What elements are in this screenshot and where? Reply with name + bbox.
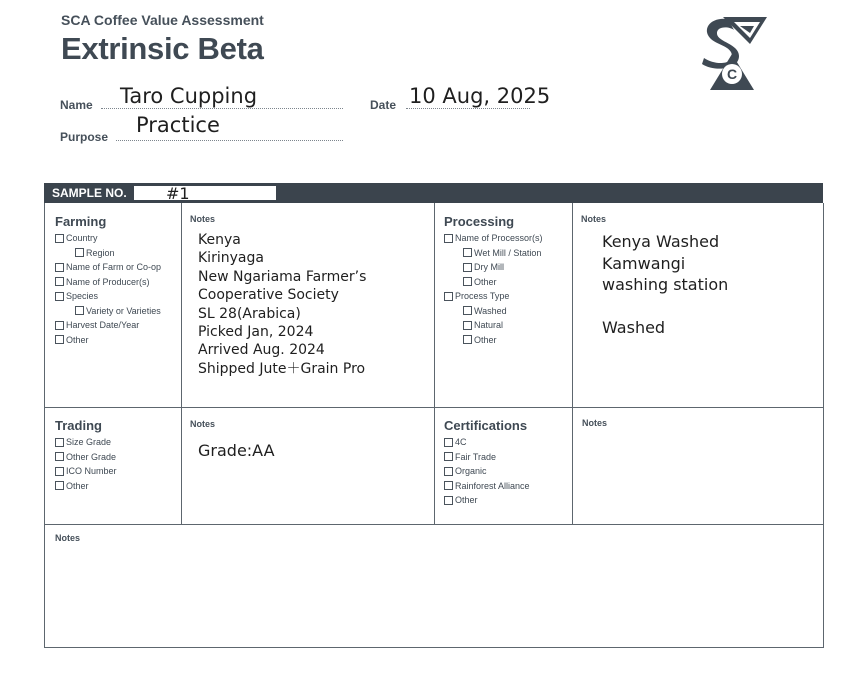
checkbox[interactable] [55, 234, 64, 243]
checkbox[interactable] [55, 438, 64, 447]
farming-note-line: Kenya [198, 232, 241, 248]
checkbox[interactable] [75, 306, 84, 315]
certifications-title: Certifications [444, 418, 528, 433]
name-value: Taro Cupping [120, 84, 258, 108]
certifications-notes-area[interactable] [578, 432, 818, 520]
checkbox[interactable] [55, 481, 64, 490]
checkbox[interactable] [444, 452, 453, 461]
trading-option-other[interactable]: Other [55, 479, 117, 494]
checkbox[interactable] [75, 248, 84, 257]
processing-option-natural[interactable]: Natural [444, 318, 543, 333]
cert-option-other[interactable]: Other [444, 493, 530, 508]
cert-option-rainforest[interactable]: Rainforest Alliance [444, 479, 530, 494]
trading-notes-label: Notes [190, 419, 216, 429]
farming-notes-label: Notes [190, 214, 216, 224]
checkbox[interactable] [444, 234, 453, 243]
checkbox[interactable] [55, 335, 64, 344]
sample-number-field[interactable] [134, 186, 276, 200]
farming-title: Farming [55, 214, 107, 229]
purpose-label: Purpose [60, 130, 109, 144]
trading-option-other-grade[interactable]: Other Grade [55, 450, 117, 465]
trading-note-line: Grade:AA [198, 441, 275, 460]
processing-option-dry-mill[interactable]: Dry Mill [444, 260, 543, 275]
trading-options [55, 435, 117, 493]
processing-note-line: Kenya Washed [602, 232, 720, 251]
processing-option-other[interactable]: Other [444, 275, 543, 290]
checkbox[interactable] [55, 292, 64, 301]
farming-notes[interactable] [198, 231, 366, 378]
processing-note-line: washing station [602, 275, 729, 294]
purpose-field[interactable] [116, 140, 343, 141]
farming-option-producer[interactable]: Name of Producer(s) [55, 275, 161, 290]
processing-option-wet-mill[interactable]: Wet Mill / Station [444, 246, 543, 261]
trading-option-ico[interactable]: ICO Number [55, 464, 117, 479]
name-label: Name [60, 98, 93, 112]
processing-notes-label: Notes [581, 214, 607, 224]
farming-option-other[interactable]: Other [55, 333, 161, 348]
farming-option-country[interactable]: Country [55, 231, 161, 246]
checkbox[interactable] [463, 321, 472, 330]
checkbox[interactable] [55, 452, 64, 461]
checkbox[interactable] [444, 496, 453, 505]
sca-logo-icon [696, 14, 768, 92]
cert-option-fair-trade[interactable]: Fair Trade [444, 450, 530, 465]
trading-notes[interactable] [198, 440, 275, 458]
processing-option-type-other[interactable]: Other [444, 333, 543, 348]
trading-option-size-grade[interactable]: Size Grade [55, 435, 117, 450]
form-title: Extrinsic Beta [61, 31, 264, 66]
date-field[interactable] [406, 108, 530, 109]
processing-option-washed[interactable]: Washed [444, 304, 543, 319]
processing-note-line: Washed [602, 318, 666, 337]
trading-title: Trading [55, 418, 102, 433]
form-subtitle: SCA Coffee Value Assessment [61, 12, 264, 28]
processing-notes[interactable] [602, 231, 728, 339]
farming-option-harvest[interactable]: Harvest Date/Year [55, 318, 161, 333]
farming-option-species[interactable]: Species [55, 289, 161, 304]
purpose-value: Practice [136, 113, 220, 137]
farming-note-line: SL 28(Arabica) [198, 305, 301, 322]
farming-option-farm[interactable]: Name of Farm or Co-op [55, 260, 161, 275]
processing-option-processor[interactable]: Name of Processor(s) [444, 231, 543, 246]
processing-title: Processing [444, 214, 515, 229]
sample-label: SAMPLE NO. [52, 186, 127, 200]
date-label: Date [370, 98, 397, 112]
processing-option-process-type[interactable]: Process Type [444, 289, 543, 304]
checkbox[interactable] [463, 277, 472, 286]
cert-option-4c[interactable]: 4C [444, 435, 530, 450]
checkbox[interactable] [463, 335, 472, 344]
certifications-notes-label: Notes [582, 418, 608, 428]
farming-note-line: New Ngariama Farmer’s [198, 268, 367, 285]
general-notes-area[interactable] [52, 548, 816, 642]
processing-note-line [602, 296, 728, 318]
svg-text:C: C [726, 66, 738, 82]
checkbox[interactable] [444, 438, 453, 447]
checkbox[interactable] [444, 467, 453, 476]
date-value: 10 Aug, 2025 [409, 84, 551, 108]
general-notes-label: Notes [55, 533, 81, 543]
checkbox[interactable] [444, 481, 453, 490]
farming-note-line: Arrived Aug. 2024 [198, 342, 325, 359]
farming-note-line: Picked Jan, 2024 [198, 323, 314, 340]
farming-option-region[interactable]: Region [55, 246, 161, 261]
name-field[interactable] [101, 108, 343, 109]
checkbox[interactable] [463, 248, 472, 257]
checkbox[interactable] [55, 467, 64, 476]
checkbox[interactable] [463, 263, 472, 272]
farming-note-line: Shipped Jute＋Grain Pro [198, 360, 366, 377]
farming-options [55, 231, 161, 347]
cert-option-organic[interactable]: Organic [444, 464, 530, 479]
checkbox[interactable] [463, 306, 472, 315]
checkbox[interactable] [55, 277, 64, 286]
certifications-options [444, 435, 530, 508]
processing-options [444, 231, 543, 347]
sample-number-value: #1 [166, 184, 190, 203]
farming-option-variety[interactable]: Variety or Varieties [55, 304, 161, 319]
farming-note-line: Cooperative Society [198, 287, 339, 304]
processing-note-line: Kamwangi [602, 253, 686, 273]
checkbox[interactable] [55, 321, 64, 330]
checkbox[interactable] [55, 263, 64, 272]
checkbox[interactable] [444, 292, 453, 301]
farming-note-line: Kirinyaga [198, 250, 264, 267]
